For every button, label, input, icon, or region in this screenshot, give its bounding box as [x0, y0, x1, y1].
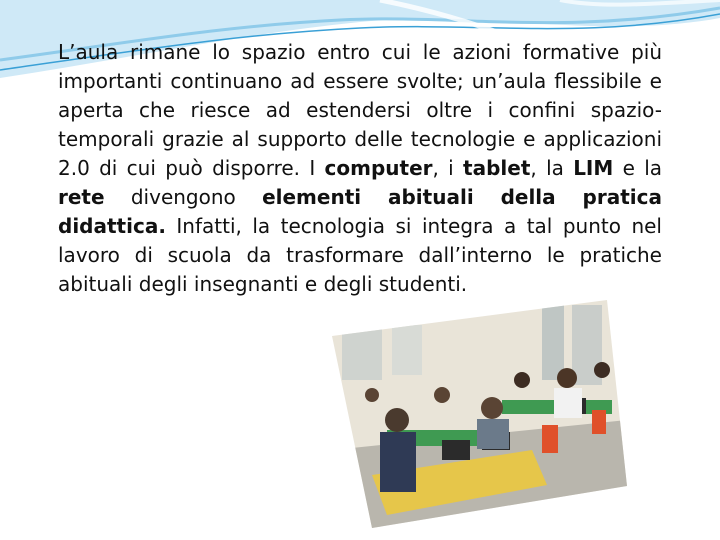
- paragraph-text-4: e la: [613, 156, 663, 180]
- bold-rete: rete: [58, 185, 105, 209]
- bold-lim: LIM: [573, 156, 614, 180]
- bold-tablet: tablet: [463, 156, 531, 180]
- bold-elementi-abituali: elementi abituali della pratica didattica.: [58, 185, 662, 238]
- classroom-illustration: [332, 300, 627, 528]
- paragraph-text-6: Infatti, la tecnologia si integra a tal punto nel lavoro di scuola da trasformare dall’interno le pratiche abituali degli insegnanti e degli studenti.: [58, 214, 662, 296]
- paragraph-text-5: divengono: [104, 185, 263, 209]
- slide-body-paragraph: [58, 38, 662, 299]
- paragraph-text-3: , la: [530, 156, 574, 180]
- bold-computer: computer: [324, 156, 433, 180]
- paragraph-text-2: , i: [432, 156, 464, 180]
- paragraph-text-1: L’aula rimane lo spazio entro cui le azioni formative più importanti continuano ad essere svolte; un’aula flessibile e aperta che riesce ad estendersi oltre i confini spazio-temporali grazie al supporto delle tecnologie e applicazioni 2.0 di cui può disporre. I: [58, 40, 662, 180]
- classroom-photo: [332, 300, 627, 528]
